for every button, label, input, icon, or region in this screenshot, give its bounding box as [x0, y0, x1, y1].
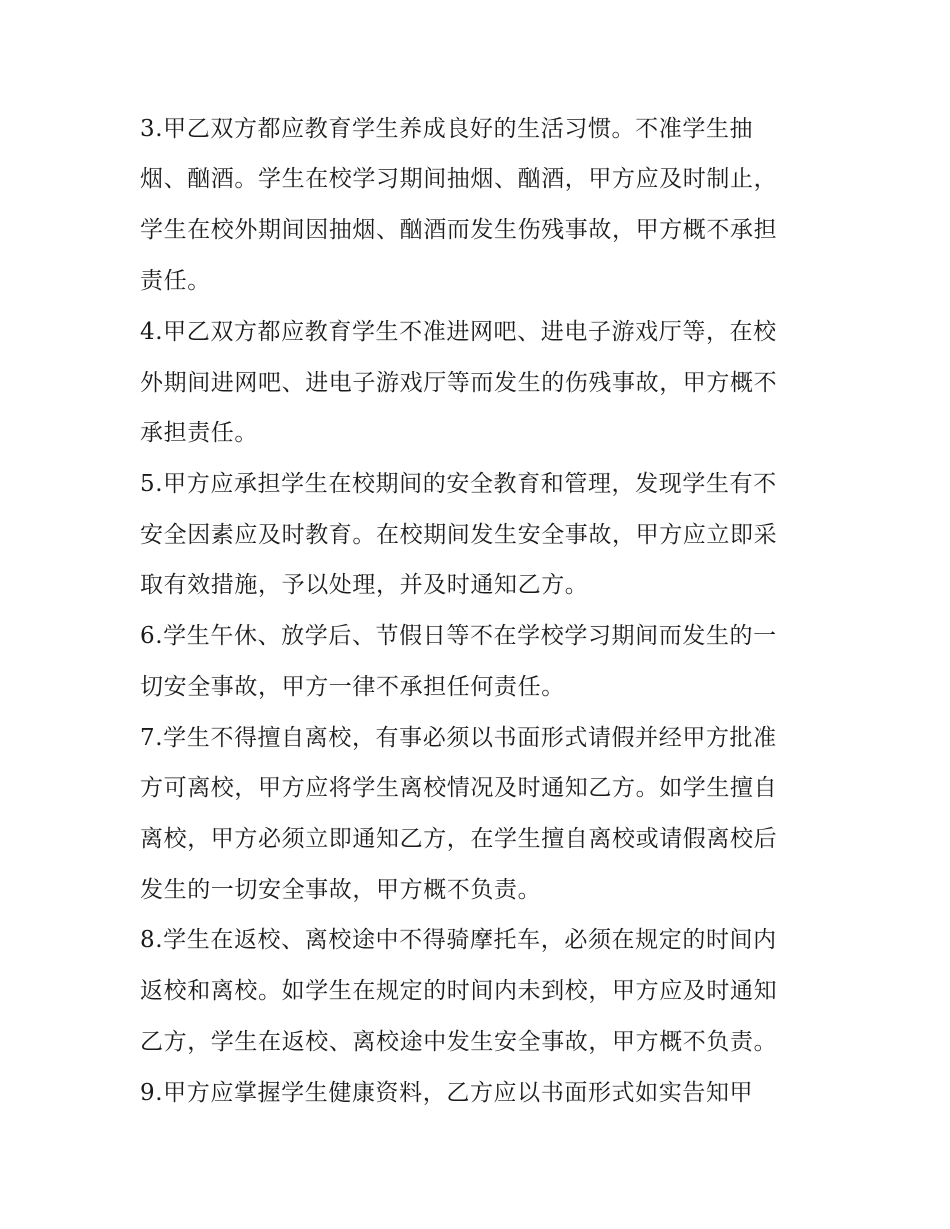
clause-3-line-2: 烟、酗酒。学生在校学习期间抽烟、酗酒，甲方应及时制止， [140, 166, 778, 192]
clause-4-line-2: 外期间进网吧、进电子游戏厅等而发生的伤残事故，甲方概不 [140, 370, 778, 396]
clause-8-line-3: 乙方，学生在返校、离校途中发生安全事故，甲方概不负责。 [140, 1029, 778, 1055]
clause-6-line-1: 6.学生午休、放学后、节假日等不在学校学习期间而发生的一 [140, 623, 777, 649]
clause-7-line-4: 发生的一切安全事故，甲方概不负责。 [140, 877, 542, 903]
clause-5-line-2: 安全因素应及时教育。在校期间发生安全事故，甲方应立即采 [140, 522, 778, 548]
clause-3-line-4: 责任。 [140, 268, 211, 294]
clause-7-line-3: 离校，甲方必须立即通知乙方，在学生擅自离校或请假离校后 [140, 826, 778, 852]
clause-4-line-1: 4.甲乙双方都应教育学生不准进网吧、进电子游戏厅等，在校 [140, 319, 777, 345]
clause-7-line-1: 7.学生不得擅自离校，有事必须以书面形式请假并经甲方批准 [140, 725, 777, 751]
clause-3-line-3: 学生在校外期间因抽烟、酗酒而发生伤残事故，甲方概不承担 [140, 217, 778, 243]
clause-8-line-2: 返校和离校。如学生在规定的时间内未到校，甲方应及时通知 [140, 978, 778, 1004]
clause-3-line-1: 3.甲乙双方都应教育学生养成良好的生活习惯。不准学生抽 [140, 116, 754, 142]
clause-5-line-3: 取有效措施，予以处理，并及时通知乙方。 [140, 572, 589, 598]
clause-8-line-1: 8.学生在返校、离校途中不得骑摩托车，必须在规定的时间内 [140, 927, 777, 953]
clause-7-line-2: 方可离校，甲方应将学生离校情况及时通知乙方。如学生擅自 [140, 775, 778, 801]
clause-9-line-1: 9.甲方应掌握学生健康资料，乙方应以书面形式如实告知甲 [140, 1080, 754, 1106]
clause-4-line-3: 承担责任。 [140, 420, 258, 446]
clause-5-line-1: 5.甲方应承担学生在校期间的安全教育和管理，发现学生有不 [140, 471, 777, 497]
clause-6-line-2: 切安全事故，甲方一律不承担任何责任。 [140, 674, 565, 700]
